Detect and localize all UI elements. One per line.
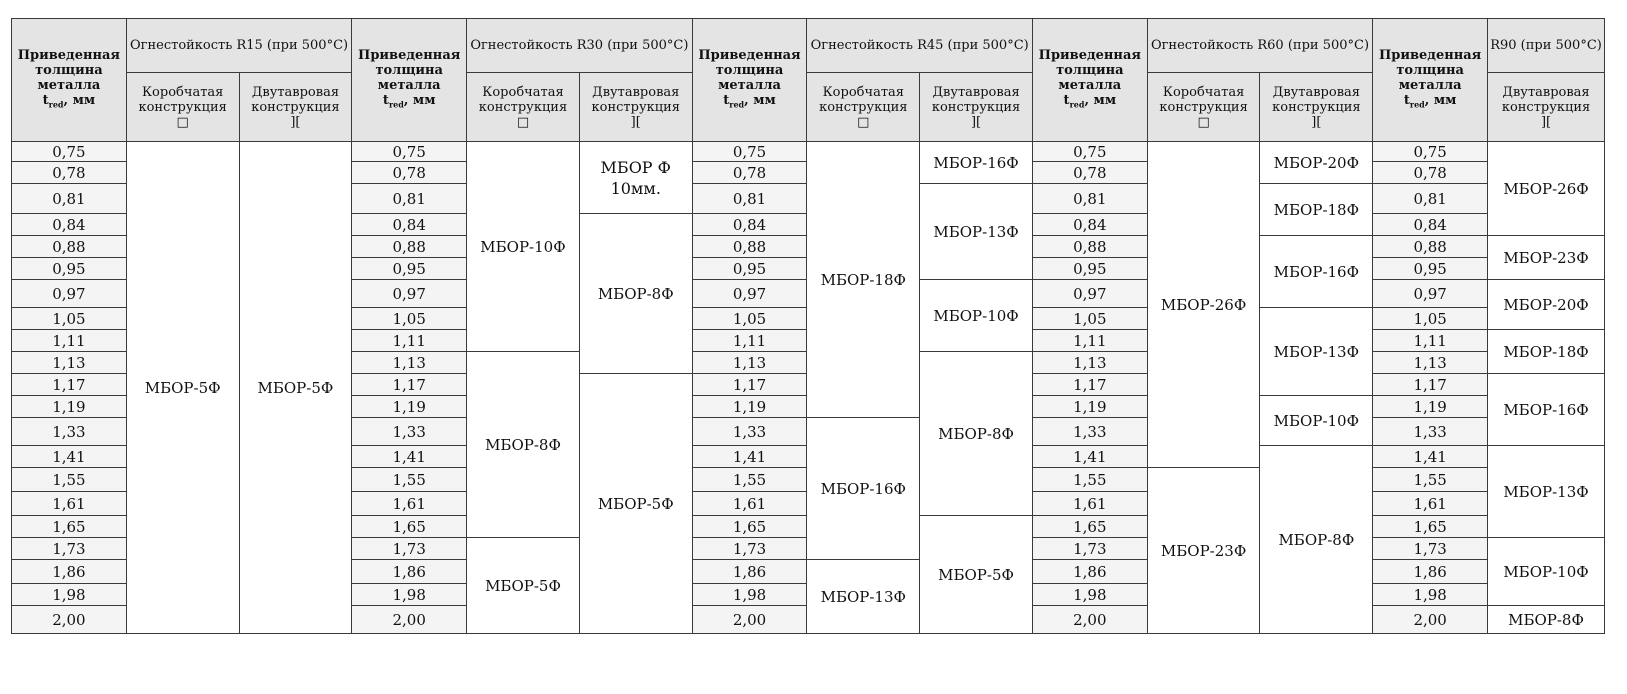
thickness-cell: 0,75 [692, 142, 807, 162]
thickness-header [1032, 19, 1147, 142]
grade-cell: МБОР-10Ф [1488, 538, 1605, 606]
thickness-cell: 0,75 [12, 142, 127, 162]
ibeam-symbol-icon: ][ [290, 114, 301, 130]
thickness-cell: 0,88 [352, 236, 467, 258]
r15-header: Огнестойкость R15 (при 500°C) [126, 19, 352, 73]
box-symbol-icon: □ [176, 114, 189, 130]
grade-cell: МБОР-5Ф [239, 142, 352, 634]
thickness-cell: 0,95 [12, 258, 127, 280]
thickness-cell: 0,84 [1032, 214, 1147, 236]
grade-cell: МБОР-5Ф [467, 538, 580, 634]
thickness-cell: 0,97 [692, 280, 807, 308]
ibeam-label: Двутавровая конструкция [591, 84, 680, 115]
ibeam-symbol-icon: ][ [970, 114, 982, 130]
thickness-cell: 1,65 [1373, 516, 1488, 538]
thickness-cell: 0,78 [692, 162, 807, 184]
thickness-subscript: red [1069, 99, 1085, 110]
thickness-cell: 0,97 [1373, 280, 1488, 308]
thickness-cell: 1,55 [1373, 468, 1488, 492]
thickness-cell: 1,41 [1032, 446, 1147, 468]
thickness-cell: 0,81 [1032, 184, 1147, 214]
thickness-cell: 1,98 [1373, 584, 1488, 606]
thickness-cell: 1,86 [1032, 560, 1147, 584]
thickness-symbol: t [42, 92, 49, 108]
thickness-cell: 0,88 [1032, 236, 1147, 258]
thickness-symbol: t [723, 92, 730, 108]
thickness-cell: 1,73 [1032, 538, 1147, 560]
thickness-cell: 1,19 [352, 396, 467, 418]
thickness-cell: 1,41 [1373, 446, 1488, 468]
thickness-cell: 1,61 [1373, 492, 1488, 516]
thickness-cell: 0,95 [1032, 258, 1147, 280]
thickness-header-text: Приведенная толщина металла [17, 47, 121, 93]
thickness-header-text: Приведенная толщина металла [1038, 47, 1141, 93]
thickness-header [352, 19, 467, 142]
thickness-header [692, 19, 807, 142]
thickness-cell: 0,95 [352, 258, 467, 280]
grade-cell: МБОР-20Ф [1260, 142, 1373, 184]
ibeam-label: Двутавровая конструкция [251, 84, 340, 115]
thickness-cell: 0,95 [692, 258, 807, 280]
grade-cell: МБОР-16Ф [807, 418, 920, 560]
thickness-unit: , мм [63, 92, 96, 108]
grade-cell: МБОР-26Ф [1147, 142, 1260, 468]
thickness-cell: 1,61 [352, 492, 467, 516]
thickness-cell: 1,98 [1032, 584, 1147, 606]
grade-cell: МБОР-16Ф [1488, 374, 1605, 446]
thickness-cell: 1,17 [1373, 374, 1488, 396]
thickness-cell: 0,84 [1373, 214, 1488, 236]
thickness-cell: 1,11 [352, 330, 467, 352]
thickness-cell: 0,88 [692, 236, 807, 258]
thickness-cell: 0,75 [1032, 142, 1147, 162]
thickness-cell: 1,98 [692, 584, 807, 606]
thickness-cell: 1,65 [692, 516, 807, 538]
thickness-cell: 1,41 [12, 446, 127, 468]
thickness-cell: 1,11 [12, 330, 127, 352]
ibeam-symbol-icon: ][ [1540, 114, 1552, 130]
thickness-cell: 2,00 [1373, 606, 1488, 634]
thickness-cell: 1,65 [352, 516, 467, 538]
r90-header: R90 (при 500°C) [1488, 19, 1605, 73]
thickness-cell: 0,78 [1032, 162, 1147, 184]
box-label: Коробчатая конструкция [819, 84, 908, 115]
table-row [12, 142, 1605, 162]
grade-cell: МБОР-10Ф [467, 142, 580, 352]
thickness-cell: 1,19 [1032, 396, 1147, 418]
thickness-cell: 0,81 [12, 184, 127, 214]
thickness-cell: 1,19 [692, 396, 807, 418]
box-label: Коробчатая конструкция [138, 84, 227, 115]
ibeam-construction-header [579, 73, 692, 142]
grade-cell: МБОР-16Ф [920, 142, 1033, 184]
grade-cell: МБОР Ф 10мм. [579, 142, 692, 214]
fire-resistance-table [11, 18, 1605, 634]
thickness-cell: 0,75 [1373, 142, 1488, 162]
thickness-header-text: Приведенная толщина металла [698, 47, 801, 93]
grade-cell: МБОР-13Ф [1488, 446, 1605, 538]
thickness-unit: , мм [744, 92, 776, 108]
thickness-cell: 1,13 [1373, 352, 1488, 374]
ibeam-construction-header [1260, 73, 1373, 142]
thickness-symbol: t [1403, 92, 1410, 108]
grade-cell: МБОР-8Ф [1260, 446, 1373, 634]
ibeam-label: Двутавровая конструкция [931, 84, 1021, 115]
thickness-cell: 1,55 [352, 468, 467, 492]
thickness-cell: 1,33 [692, 418, 807, 446]
grade-cell: МБОР-5Ф [126, 142, 239, 634]
box-symbol-icon: □ [857, 114, 870, 130]
thickness-cell: 0,84 [692, 214, 807, 236]
thickness-cell: 0,88 [1373, 236, 1488, 258]
thickness-cell: 1,11 [1032, 330, 1147, 352]
r30-header: Огнестойкость R30 (при 500°C) [467, 19, 693, 73]
thickness-cell: 1,61 [692, 492, 807, 516]
grade-cell: МБОР-5Ф [579, 374, 692, 634]
thickness-subscript: red [729, 99, 745, 110]
grade-cell: МБОР-16Ф [1260, 236, 1373, 308]
thickness-unit: , мм [1084, 92, 1117, 108]
grade-cell: МБОР-20Ф [1488, 280, 1605, 330]
thickness-cell: 1,13 [12, 352, 127, 374]
thickness-cell: 1,05 [12, 308, 127, 330]
thickness-cell: 0,97 [352, 280, 467, 308]
thickness-header [12, 19, 127, 142]
grade-cell: МБОР-13Ф [1260, 308, 1373, 396]
box-construction-header [1147, 73, 1260, 142]
thickness-cell: 1,33 [1032, 418, 1147, 446]
thickness-cell: 0,84 [352, 214, 467, 236]
thickness-symbol: t [1063, 92, 1070, 108]
thickness-cell: 1,05 [692, 308, 807, 330]
thickness-cell: 1,65 [1032, 516, 1147, 538]
thickness-subscript: red [48, 99, 64, 110]
thickness-cell: 1,41 [352, 446, 467, 468]
thickness-cell: 0,81 [692, 184, 807, 214]
box-construction-header [807, 73, 920, 142]
grade-cell: МБОР-8Ф [467, 352, 580, 538]
thickness-cell: 1,86 [352, 560, 467, 584]
thickness-cell: 1,17 [692, 374, 807, 396]
thickness-cell: 2,00 [12, 606, 127, 634]
thickness-cell: 1,05 [1032, 308, 1147, 330]
thickness-cell: 0,75 [352, 142, 467, 162]
thickness-cell: 1,41 [692, 446, 807, 468]
r45-header: Огнестойкость R45 (при 500°C) [807, 19, 1033, 73]
thickness-cell: 1,61 [1032, 492, 1147, 516]
thickness-subscript: red [388, 99, 404, 110]
thickness-cell: 1,86 [692, 560, 807, 584]
ibeam-construction-header [920, 73, 1033, 142]
thickness-header-text: Приведенная толщина металла [1378, 47, 1482, 93]
thickness-cell: 1,86 [12, 560, 127, 584]
grade-cell: МБОР-8Ф [920, 352, 1033, 516]
thickness-cell: 1,13 [692, 352, 807, 374]
thickness-unit: , мм [403, 92, 436, 108]
thickness-cell: 1,17 [1032, 374, 1147, 396]
thickness-cell: 1,55 [1032, 468, 1147, 492]
thickness-cell: 1,05 [352, 308, 467, 330]
grade-cell: МБОР-18Ф [807, 142, 920, 418]
thickness-cell: 1,73 [352, 538, 467, 560]
thickness-cell: 2,00 [1032, 606, 1147, 634]
box-label: Коробчатая конструкция [1159, 84, 1248, 115]
box-symbol-icon: □ [1197, 114, 1210, 130]
box-construction-header [467, 73, 580, 142]
thickness-cell: 0,95 [1373, 258, 1488, 280]
box-label: Коробчатая конструкция [478, 84, 568, 115]
thickness-cell: 2,00 [352, 606, 467, 634]
thickness-cell: 0,78 [1373, 162, 1488, 184]
thickness-cell: 1,55 [12, 468, 127, 492]
thickness-cell: 1,61 [12, 492, 127, 516]
thickness-cell: 0,78 [12, 162, 127, 184]
thickness-cell: 1,73 [12, 538, 127, 560]
grade-cell: МБОР-23Ф [1488, 236, 1605, 280]
grade-cell: МБОР-10Ф [920, 280, 1033, 352]
thickness-cell: 1,11 [692, 330, 807, 352]
thickness-cell: 1,73 [1373, 538, 1488, 560]
thickness-cell: 0,81 [352, 184, 467, 214]
grade-cell: МБОР-13Ф [807, 560, 920, 634]
thickness-cell: 1,73 [692, 538, 807, 560]
thickness-cell: 1,65 [12, 516, 127, 538]
ibeam-label: Двутавровая конструкция [1272, 84, 1361, 115]
thickness-cell: 1,98 [352, 584, 467, 606]
r60-header: Огнестойкость R60 (при 500°C) [1147, 19, 1373, 73]
thickness-cell: 1,33 [12, 418, 127, 446]
thickness-header [1373, 19, 1488, 142]
thickness-cell: 1,05 [1373, 308, 1488, 330]
grade-cell: МБОР-8Ф [1488, 606, 1605, 634]
thickness-cell: 0,81 [1373, 184, 1488, 214]
thickness-cell: 1,13 [352, 352, 467, 374]
thickness-cell: 0,97 [1032, 280, 1147, 308]
thickness-cell: 0,88 [12, 236, 127, 258]
ibeam-symbol-icon: ][ [630, 114, 641, 130]
grade-cell: МБОР-26Ф [1488, 142, 1605, 236]
thickness-cell: 0,78 [352, 162, 467, 184]
ibeam-label: Двутавровая конструкция [1501, 84, 1591, 115]
thickness-cell: 1,11 [1373, 330, 1488, 352]
thickness-cell: 1,55 [692, 468, 807, 492]
thickness-cell: 1,19 [1373, 396, 1488, 418]
thickness-cell: 1,13 [1032, 352, 1147, 374]
thickness-cell: 1,17 [352, 374, 467, 396]
thickness-cell: 1,86 [1373, 560, 1488, 584]
thickness-cell: 1,98 [12, 584, 127, 606]
thickness-cell: 1,33 [352, 418, 467, 446]
grade-cell: МБОР-8Ф [579, 214, 692, 374]
grade-cell: МБОР-10Ф [1260, 396, 1373, 446]
thickness-cell: 1,19 [12, 396, 127, 418]
grade-cell: МБОР-13Ф [920, 184, 1033, 280]
thickness-cell: 0,84 [12, 214, 127, 236]
box-construction-header [126, 73, 239, 142]
thickness-cell: 1,33 [1373, 418, 1488, 446]
thickness-symbol: t [382, 92, 389, 108]
grade-cell: МБОР-5Ф [920, 516, 1033, 634]
ibeam-symbol-icon: ][ [1311, 114, 1322, 130]
box-symbol-icon: □ [516, 114, 530, 130]
thickness-subscript: red [1409, 99, 1425, 110]
ibeam-construction-header [239, 73, 352, 142]
thickness-header-text: Приведенная толщина металла [358, 47, 461, 93]
thickness-unit: , мм [1424, 92, 1457, 108]
thickness-cell: 0,97 [12, 280, 127, 308]
grade-cell: МБОР-18Ф [1488, 330, 1605, 374]
thickness-cell: 2,00 [692, 606, 807, 634]
grade-cell: МБОР-18Ф [1260, 184, 1373, 236]
thickness-cell: 1,17 [12, 374, 127, 396]
ibeam-construction-header [1488, 73, 1605, 142]
grade-cell: МБОР-23Ф [1147, 468, 1260, 634]
